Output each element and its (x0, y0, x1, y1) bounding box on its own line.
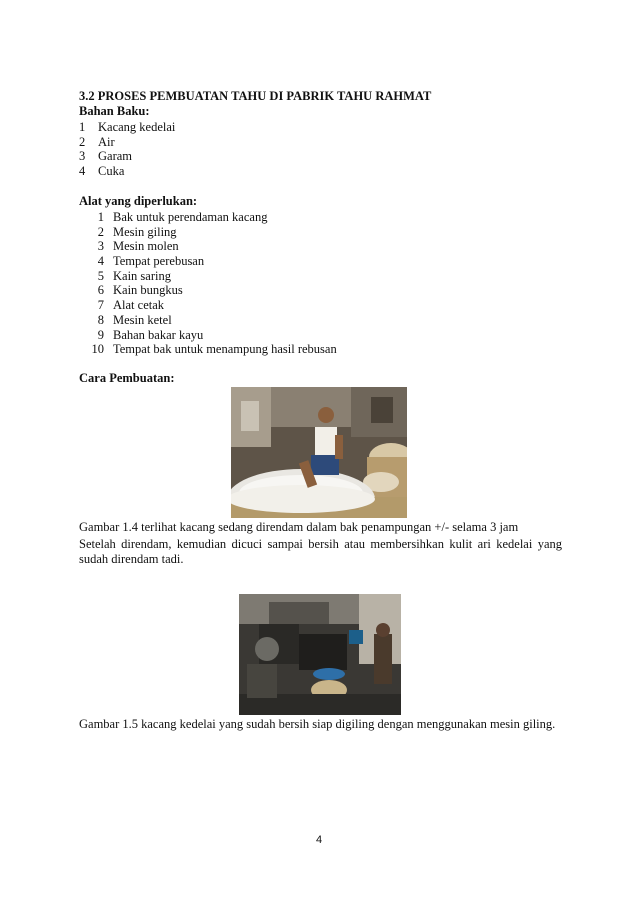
photo-soaking-soybeans (231, 387, 407, 518)
list-item-number: 5 (97, 268, 104, 283)
list-item-text: Bahan bakar kayu (113, 327, 204, 342)
list-item (90, 269, 337, 284)
caption-gambar-1-4-continued: Setelah direndam, kemudian dicuci sampai bersih atau membersihkan kulit ari kedelai yang sudah direndam tadi. (79, 537, 562, 566)
list-item (79, 164, 175, 179)
list-item-text: Cuka (98, 164, 125, 179)
list-item-number: 1 (97, 210, 104, 224)
list-item-text: Garam (98, 149, 133, 164)
list-item-number: 2 (97, 224, 104, 239)
list-item-text: Mesin giling (113, 224, 177, 239)
list-item-text: Alat cetak (113, 298, 165, 313)
list-item-number: 9 (97, 327, 104, 342)
list-item (90, 225, 337, 240)
list-item (90, 328, 337, 343)
list-item (90, 283, 337, 298)
list-item (90, 210, 337, 225)
list-item (90, 342, 337, 357)
bahan-baku-title: Bahan Baku: (79, 104, 150, 118)
list-item (79, 135, 175, 150)
alat-title: Alat yang diperlukan: (79, 194, 198, 208)
list-item-number: 3 (79, 149, 86, 164)
list-item-number: 2 (79, 134, 86, 149)
caption-gambar-1-5: Gambar 1.5 kacang kedelai yang sudah bersih siap digiling dengan menggunakan mesin giling. (79, 717, 556, 731)
list-item-text: Kacang kedelai (98, 120, 176, 134)
caption-gambar-1-4: Gambar 1.4 terlihat kacang sedang direndam dalam bak penampungan +/- selama 3 jam (79, 520, 519, 534)
list-item-text: Air (98, 134, 115, 149)
alat-list (90, 210, 337, 357)
page-number: 4 (315, 834, 323, 846)
bahan-baku-list (79, 120, 175, 179)
list-item (90, 298, 337, 313)
list-item-number: 4 (79, 164, 86, 179)
list-item-number: 3 (97, 239, 104, 254)
list-item-number: 6 (97, 283, 104, 298)
list-item (90, 313, 337, 328)
list-item-text: Tempat perebusan (113, 254, 205, 269)
list-item (79, 149, 175, 164)
list-item-number: 10 (91, 342, 104, 357)
list-item-number: 4 (97, 254, 104, 269)
list-item-text: Mesin ketel (113, 312, 172, 327)
list-item-text: Kain bungkus (113, 283, 183, 298)
list-item-number: 7 (97, 298, 104, 313)
cara-pembuatan-title: Cara Pembuatan: (79, 371, 175, 385)
list-item-number: 1 (79, 120, 86, 134)
list-item-text: Mesin molen (113, 239, 179, 254)
list-item-text: Bak untuk perendaman kacang (113, 210, 268, 224)
list-item-number: 8 (97, 312, 104, 327)
section-title: 3.2 PROSES PEMBUATAN TAHU DI PABRIK TAHU RAHMAT (79, 89, 432, 103)
photo-grinding-machine (239, 594, 401, 715)
list-item-text: Tempat bak untuk menampung hasil rebusan (113, 342, 337, 357)
list-item (90, 254, 337, 269)
list-item (79, 120, 175, 135)
list-item (90, 239, 337, 254)
list-item-text: Kain saring (113, 268, 171, 283)
